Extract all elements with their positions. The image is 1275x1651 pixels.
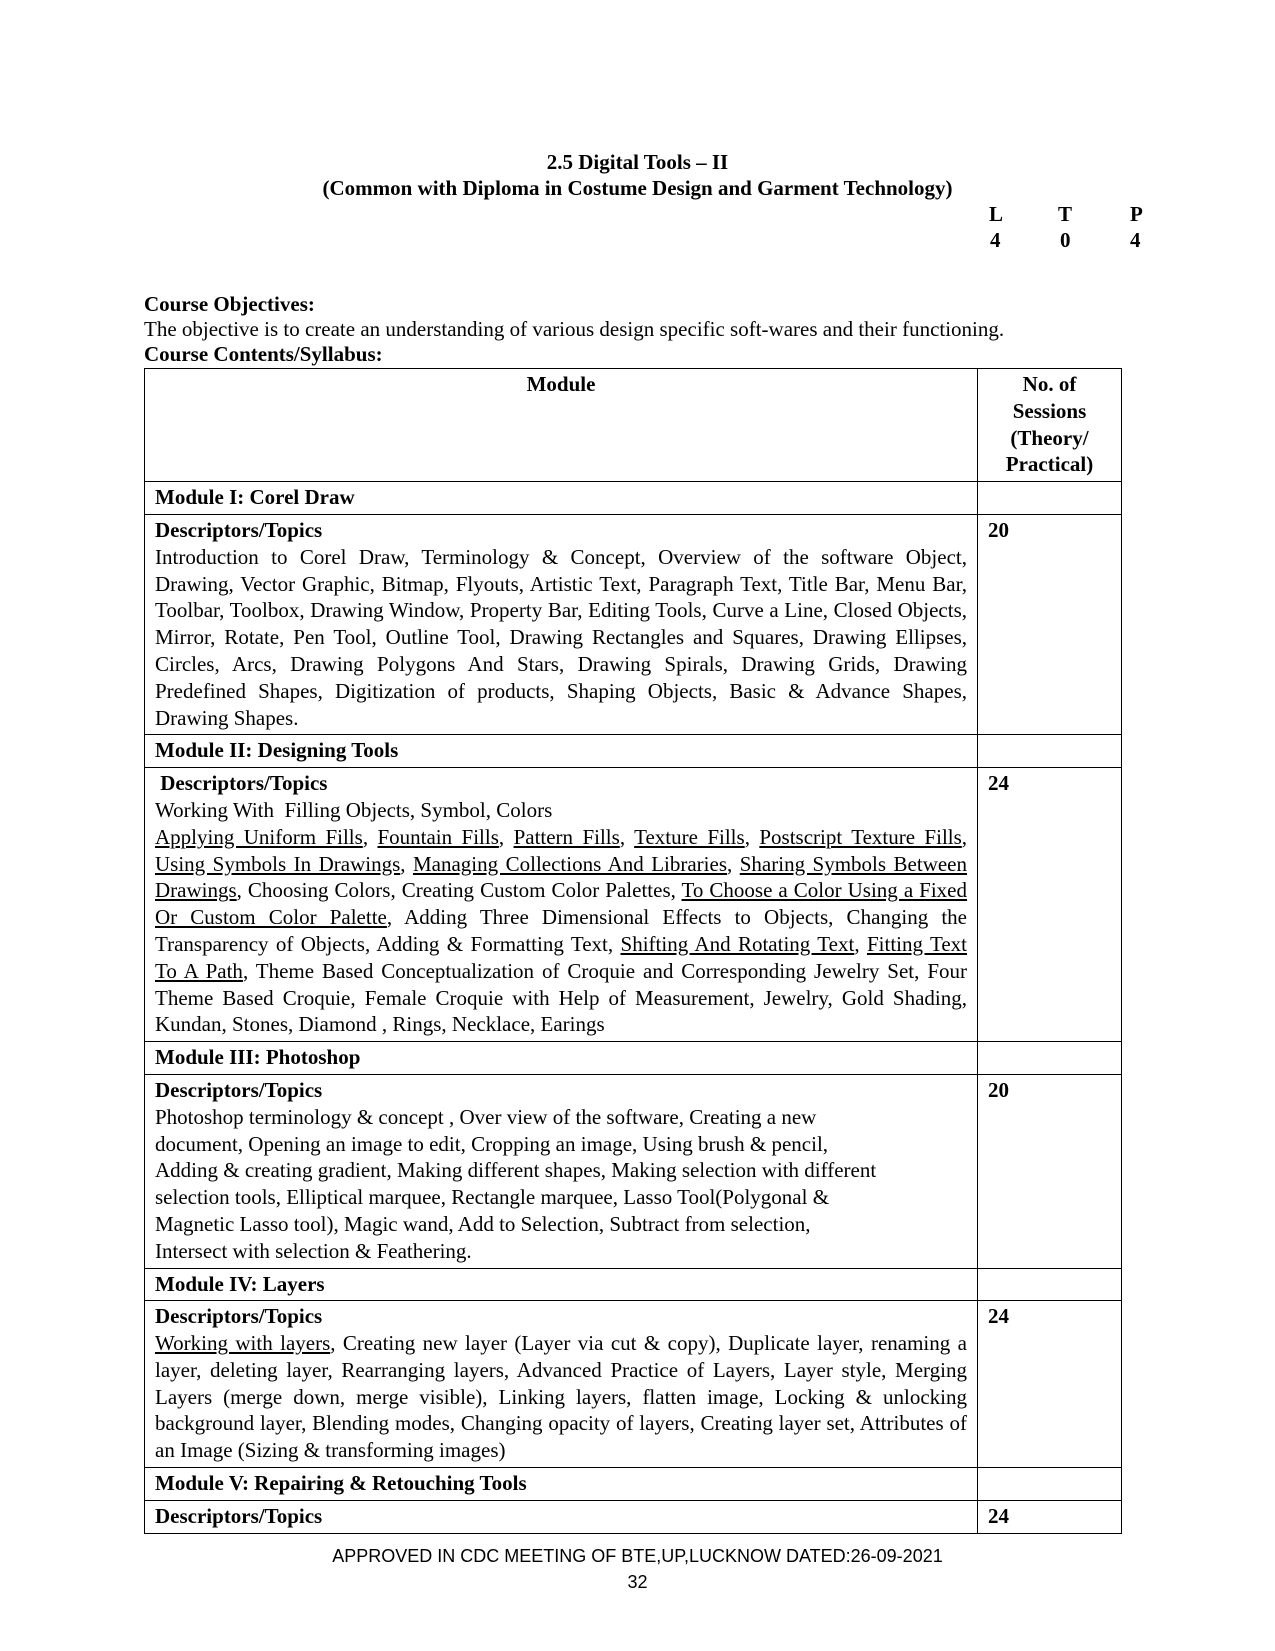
- objectives-text: The objective is to create an understanding of various design specific soft-wares and their functioning.: [144, 317, 1005, 341]
- topic-link: Texture Fills: [634, 824, 745, 849]
- topic-text: ,: [362, 824, 378, 849]
- table-header-row: [145, 369, 1122, 482]
- topics-text: [155, 824, 967, 1038]
- header-sessions-line: No. of: [1022, 372, 1077, 396]
- header-sessions-line: Sessions: [1012, 398, 1087, 423]
- topics-text: [155, 1330, 967, 1464]
- module-title-row: [145, 735, 1122, 768]
- ltp-l-label: L: [989, 202, 1004, 226]
- ltp-p-value: 4: [1130, 228, 1141, 252]
- topics-line: Magnetic Lasso tool), Magic wand, Add to Selection, Subtract from selection,: [155, 1211, 811, 1236]
- module-title: Module IV: Layers: [145, 1268, 978, 1301]
- descriptors-label: Descriptors/Topics: [155, 771, 328, 796]
- topic-text: ,: [619, 824, 635, 849]
- topic-link: Shifting And Rotating Text: [620, 931, 855, 956]
- module-title-row: [145, 1042, 1122, 1075]
- module-content: [145, 1074, 978, 1268]
- header-sessions-line: Practical): [1005, 452, 1094, 477]
- topic-link: Sharing Symbols Between Drawings: [155, 851, 968, 903]
- topic-link: Fitting Text To A Path: [155, 931, 968, 983]
- ltp-p-label: P: [1130, 202, 1143, 226]
- header-sessions: [978, 369, 1122, 482]
- topic-text: , Adding Three Dimensional Effects to Objects, Changing the Transparency of Objects, Adding & Formatting Text,: [155, 905, 967, 956]
- topics-intro: Working With Filling Objects, Symbol, Colors: [155, 797, 553, 822]
- topic-text: ,: [854, 931, 867, 956]
- module-title: Module V: Repairing & Retouching Tools: [145, 1468, 978, 1501]
- empty-cell: [978, 1268, 1122, 1301]
- descriptors-label: Descriptors/Topics: [155, 1304, 323, 1329]
- module-content-row: [145, 1074, 1122, 1268]
- topic-text: , Creating new layer (Layer via cut & copy), Duplicate layer, renaming a layer, deleting layer, Rearranging layers, Advanced Practice of Layers, Layer style, Merging Layers (merge down, merge visible), Linking layers, flatten image, Locking & unlocking background layer, Blending modes, Changing opacity of layers, Creating layer set, Attributes of an Image (Sizing & transforming images): [155, 1331, 967, 1463]
- module-title: Module III: Photoshop: [145, 1042, 978, 1075]
- topic-text: ,: [744, 824, 760, 849]
- topic-link: Fountain Fills: [377, 824, 499, 849]
- sessions-count: 24: [978, 768, 1122, 1042]
- module-title: Module II: Designing Tools: [145, 735, 978, 768]
- objectives-heading: Course Objectives:: [144, 292, 315, 316]
- module-title-row: [145, 1268, 1122, 1301]
- descriptors-label: Descriptors/Topics: [155, 1077, 323, 1102]
- module-content: [145, 1301, 978, 1468]
- module-content-row: [145, 514, 1122, 734]
- sessions-count: 20: [978, 514, 1122, 734]
- empty-cell: [978, 1468, 1122, 1501]
- empty-cell: [978, 482, 1122, 515]
- descriptors-label: Descriptors/Topics: [155, 517, 323, 542]
- sessions-count: 24: [978, 1301, 1122, 1468]
- topics-line: document, Opening an image to edit, Cropping an image, Using brush & pencil,: [155, 1131, 829, 1156]
- module-title-row: [145, 1468, 1122, 1501]
- module-content-row: [145, 1500, 1122, 1533]
- topics-line: Intersect with selection & Feathering.: [155, 1238, 472, 1263]
- ltp-l-value: 4: [990, 228, 1001, 252]
- header-sessions-line: (Theory/: [1010, 425, 1089, 450]
- module-content-row: [145, 1301, 1122, 1468]
- module-title: Module I: Corel Draw: [145, 482, 978, 515]
- topics-text: Introduction to Corel Draw, Terminology & Concept, Overview of the software Object, Drawing, Vector Graphic, Bitmap, Flyouts, Artistic Text, Paragraph Text, Title Bar, Menu Bar, Toolbar, Toolbox, Drawing Window, Property Bar, Editing Tools, Curve a Line, Closed Objects, Mirror, Rotate, Pen Tool, Outline Tool, Drawing Rectangles and Squares, Drawing Ellipses, Circles, Arcs, Drawing Polygons And Stars, Drawing Spirals, Drawing Grids, Drawing Predefined Shapes, Digitization of products, Shaping Objects, Basic & Advance Shapes, Drawing Shapes.: [155, 544, 967, 730]
- topic-text: , Theme Based Conceptualization of Croquie and Corresponding Jewelry Set, Four Theme Based Croquie, Female Croquie with Help of Measurement, Jewelry, Gold Shading, Kundan, Stones, Diamond , Rings, Necklace, Earings: [155, 958, 967, 1037]
- topic-text: ,: [727, 851, 740, 876]
- topic-link: Working with layers: [155, 1331, 331, 1356]
- module-title-row: [145, 482, 1122, 515]
- topic-text: ,: [961, 824, 968, 849]
- topic-text: ,: [498, 824, 514, 849]
- ltp-t-label: T: [1058, 202, 1073, 226]
- topic-link: Pattern Fills: [513, 824, 620, 849]
- empty-cell: [978, 1042, 1122, 1075]
- topic-text: , Choosing Colors, Creating Custom Color Palettes,: [236, 878, 682, 903]
- module-content-row: [145, 768, 1122, 1042]
- sessions-count: 24: [978, 1500, 1122, 1533]
- contents-heading: Course Contents/Syllabus:: [144, 342, 383, 366]
- topic-link: Using Symbols In Drawings: [155, 851, 401, 876]
- module-content: [145, 514, 978, 734]
- syllabus-table: [144, 368, 1122, 1534]
- course-subtitle: (Common with Diploma in Costume Design and Garment Technology): [322, 176, 953, 200]
- topics-line: Adding & creating gradient, Making different shapes, Making selection with different: [155, 1158, 877, 1183]
- topic-link: Postscript Texture Fills: [759, 824, 962, 849]
- topics-line: Photoshop terminology & concept , Over view of the software, Creating a new: [155, 1104, 817, 1129]
- topic-link: To Choose a Color Using a Fixed Or Custom Color Palette: [155, 878, 967, 930]
- descriptors-label: Descriptors/Topics: [145, 1500, 978, 1533]
- empty-cell: [978, 735, 1122, 768]
- ltp-t-value: 0: [1060, 228, 1071, 252]
- course-title: 2.5 Digital Tools – II: [546, 150, 729, 174]
- topic-link: Applying Uniform Fills: [155, 824, 363, 849]
- sessions-count: 20: [978, 1074, 1122, 1268]
- header-module: Module: [145, 369, 978, 482]
- topic-text: ,: [400, 851, 413, 876]
- page-number: 32: [627, 1572, 648, 1592]
- topics-line: selection tools, Elliptical marquee, Rectangle marquee, Lasso Tool(Polygonal &: [155, 1185, 830, 1210]
- topic-link: Managing Collections And Libraries: [412, 851, 728, 876]
- module-content: [145, 768, 978, 1042]
- approval-footer: APPROVED IN CDC MEETING OF BTE,UP,LUCKNOW DATED:26-09-2021: [332, 1546, 943, 1566]
